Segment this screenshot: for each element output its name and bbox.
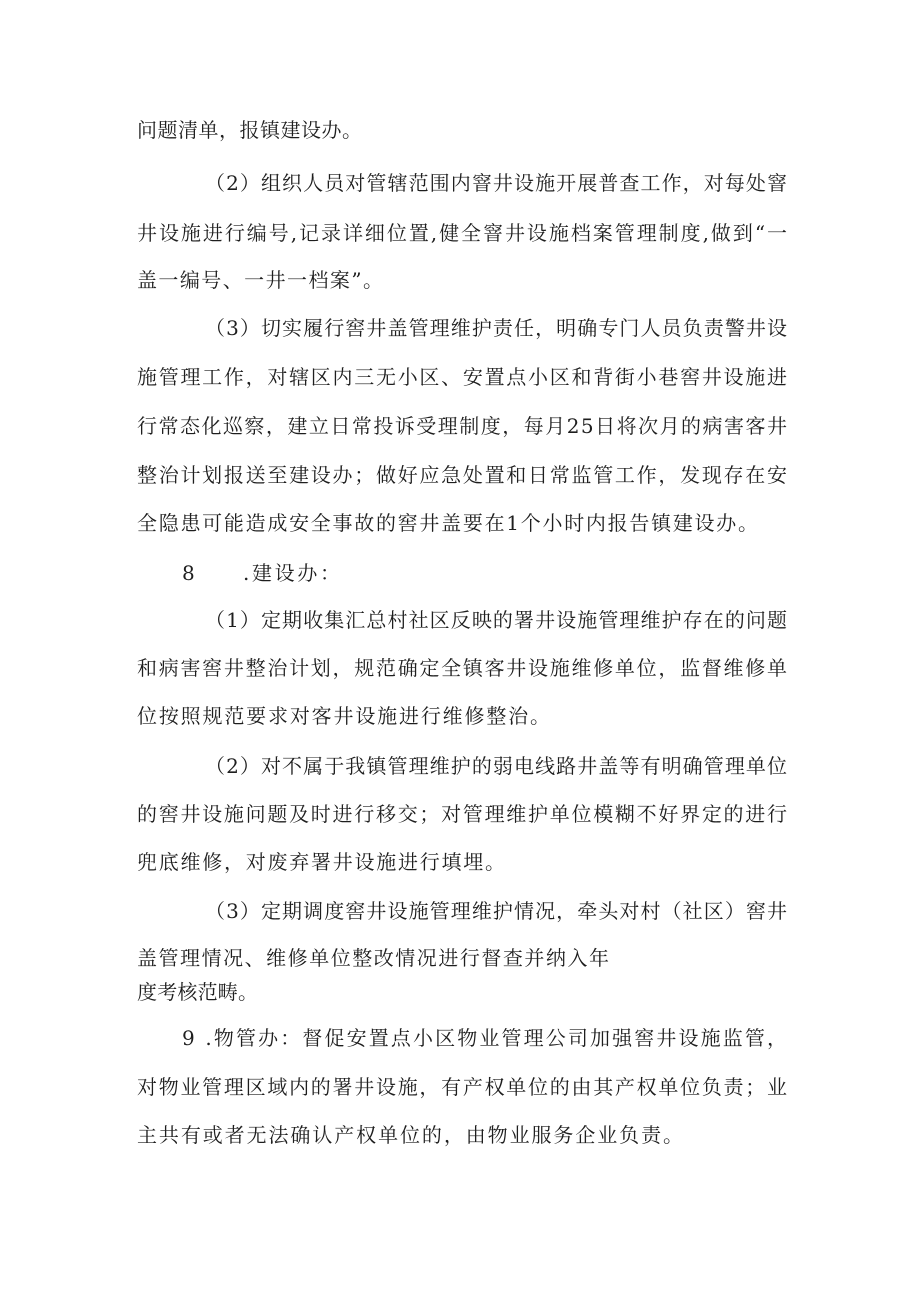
text-line: 盖一编号、一井一档案”。	[137, 268, 385, 292]
item-number: 8	[182, 561, 196, 585]
item-title: .建设办：	[243, 561, 343, 585]
text-line: 施管理工作，对辖区内三无小区、安置点小区和背街小巷窖井设施进	[137, 365, 789, 389]
text-line: 整治计划报送至建设办；做好应急处置和日常监管工作，发现存在安	[137, 463, 789, 487]
text-line: 度考核范畴。	[137, 980, 259, 1004]
text-line: （1）定期收集汇总村社区反映的署井设施管理维护存在的问题	[205, 608, 789, 632]
text-line: （2）对不属于我镇管理维护的弱电线路井盖等有明确管理单位	[205, 754, 789, 778]
text-line: 9 .物管办：督促安置点小区物业管理公司加强窖井设施监管，	[182, 1026, 790, 1050]
text-line: 兜底维修，对废弃署井设施进行填埋。	[137, 850, 507, 874]
text-line: 主共有或者无法确认产权单位的，由物业服务企业负责。	[137, 1123, 685, 1147]
text-line: 盖管理情况、维修单位整改情况进行督查并纳入年	[137, 946, 611, 970]
text-line: 和病害窖井整治计划，规范确定全镇客井设施维修单位，监督维修单	[137, 656, 789, 680]
text-line: 行常态化巡察，建立日常投诉受理制度，每月25日将次月的病害客井	[137, 414, 789, 438]
text-line: （3）切实履行窖井盖管理维护责任，明确专门人员负责警井设	[205, 316, 789, 340]
text-line: 的窖井设施问题及时进行移交；对管理维护单位模糊不好界定的进行	[137, 802, 789, 826]
text-line: 位按照规范要求对客井设施进行维修整治。	[137, 704, 552, 728]
text-line: 井设施进行编号,记录详细位置,健全窨井设施档案管理制度,做到“一	[137, 221, 789, 245]
text-line: 全隐患可能造成安全事故的窖井盖要在1个小时内报告镇建设办。	[137, 511, 760, 535]
text-line: （3）定期调度窖井设施管理维护情况，牵头对村（社区）窖井	[205, 899, 789, 923]
text-line: 问题清单，报镇建设办。	[137, 118, 363, 142]
text-line: 对物业管理区域内的署井设施，有产权单位的由其产权单位负责；业	[137, 1075, 789, 1099]
text-line: （2）组织人员对管辖范围内窨井设施开展普查工作，对每处窨	[205, 171, 789, 195]
